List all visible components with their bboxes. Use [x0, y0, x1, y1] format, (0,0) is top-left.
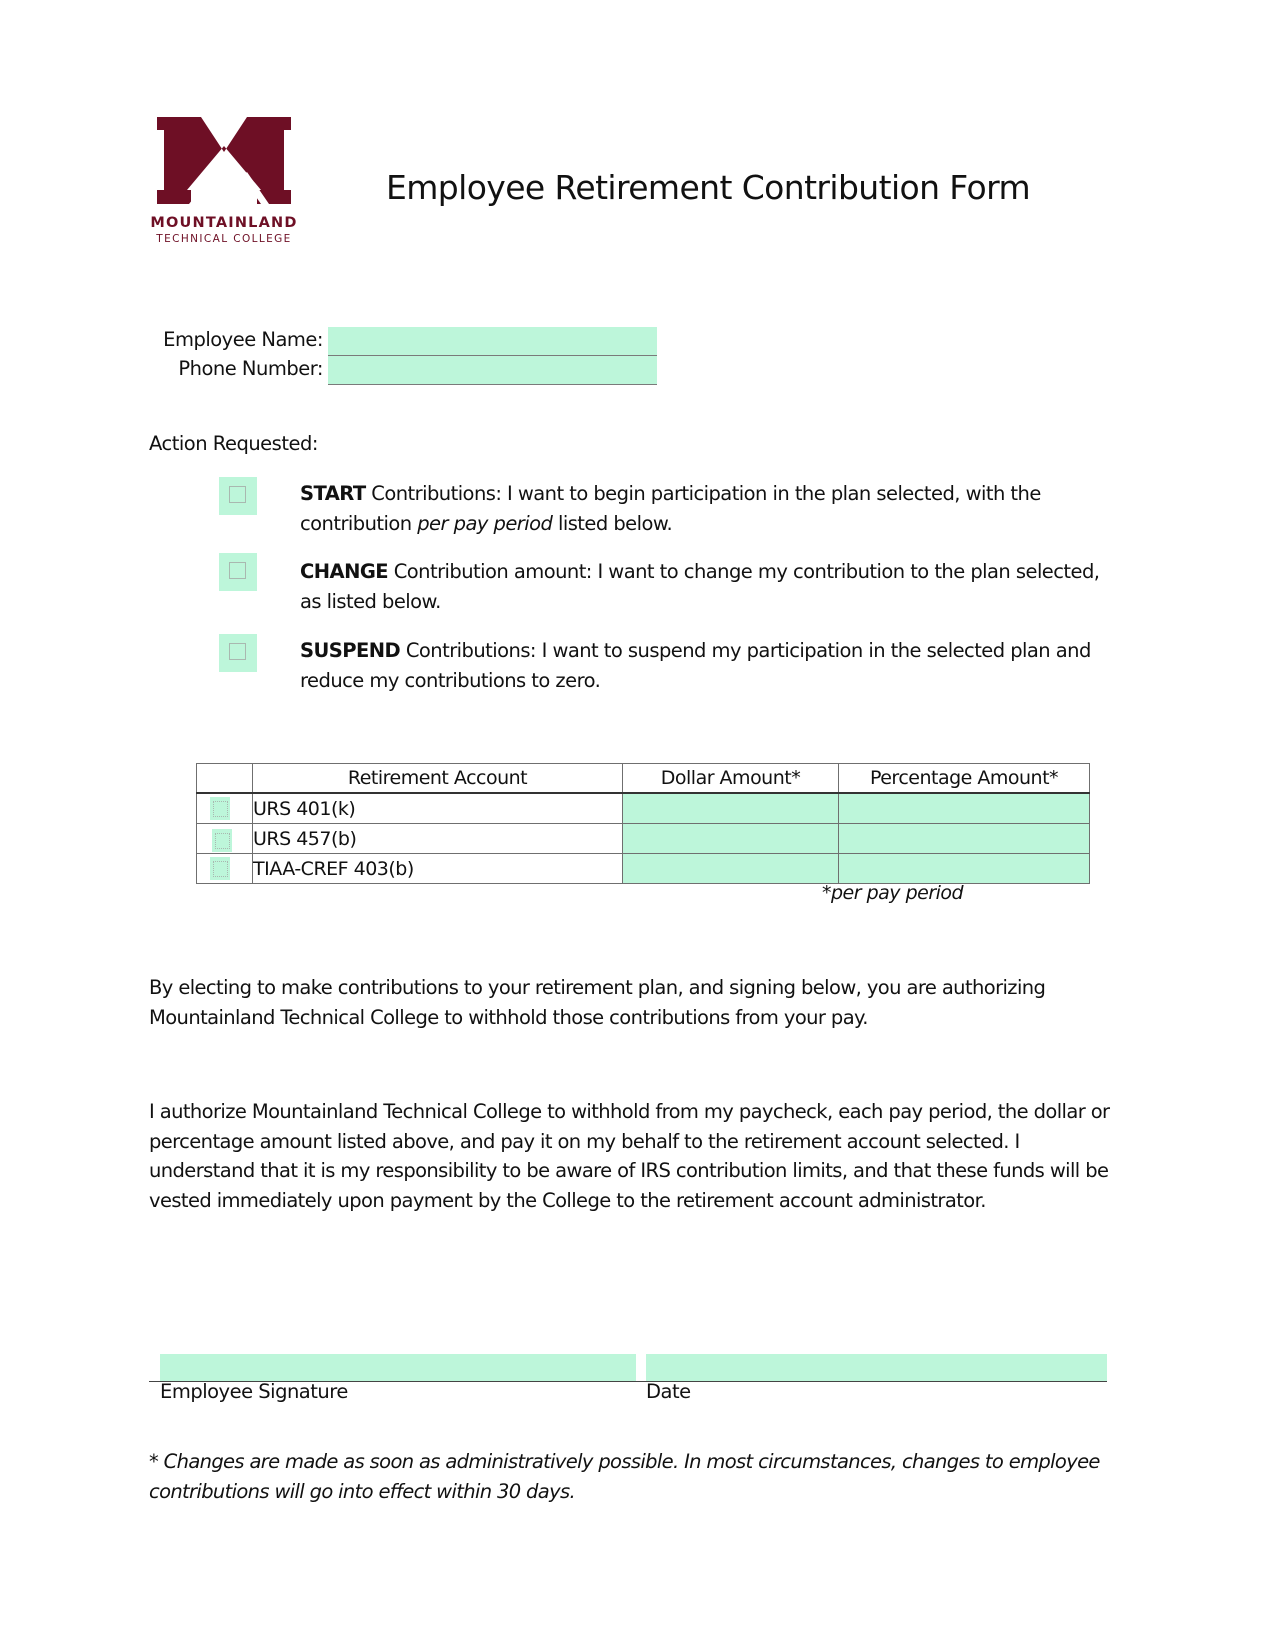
college-logo	[143, 112, 305, 252]
start-keyword: START	[300, 482, 366, 505]
account-name: TIAA-CREF 403(b)	[253, 854, 623, 884]
footnote: * Changes are made as soon as administratively possible. In most circumstances, changes to employee contributions will go into effect within 30 days.	[149, 1450, 1100, 1503]
checkbox-square-icon	[229, 643, 246, 660]
start-description: Contributions: I want to begin participation in the plan selected, with the contribution	[300, 482, 1041, 535]
percentage-amount-field[interactable]	[839, 793, 1090, 824]
percentage-amount-field[interactable]	[839, 854, 1090, 884]
table-row	[197, 793, 1090, 824]
phone-number-label: Phone Number:	[178, 357, 323, 380]
dollar-amount-field[interactable]	[623, 854, 839, 884]
logo-name: MOUNTAINLAND	[150, 215, 298, 231]
action-requested-label: Action Requested:	[149, 432, 318, 455]
suspend-checkbox[interactable]	[219, 634, 257, 672]
start-emphasis: per pay period	[417, 512, 553, 535]
date-label: Date	[646, 1380, 691, 1403]
suspend-description: Contributions: I want to suspend my participation in the selected plan and reduce my contributions to zero.	[300, 639, 1091, 692]
change-keyword: CHANGE	[300, 560, 389, 583]
change-option-text	[300, 557, 1120, 617]
mountain-m-logo-icon	[143, 112, 305, 212]
change-checkbox[interactable]	[219, 553, 257, 591]
checkbox-square-icon	[213, 861, 228, 877]
checkbox-square-icon	[229, 486, 246, 503]
account-checkbox-cell	[197, 854, 253, 884]
per-pay-period-note: *per pay period	[822, 882, 964, 904]
authorization-statement: I authorize Mountainland Technical College to withhold from my paycheck, each pay period, the dollar or percentage amount listed above, and pay it on my behalf to the retirement account selected. I understand that it is my responsibility to be aware of IRS contribution limits, and that these funds will be vested immediately upon payment by the College to the retirement account administrator.	[149, 1100, 1110, 1212]
logo-subtitle: TECHNICAL COLLEGE	[156, 233, 292, 245]
header-percentage-amount: Percentage Amount*	[839, 764, 1090, 794]
start-option-text	[300, 479, 1120, 539]
start-description-end: listed below.	[552, 512, 673, 535]
page-title: Employee Retirement Contribution Form	[386, 168, 1031, 207]
dollar-amount-field[interactable]	[623, 824, 839, 854]
employee-signature-label: Employee Signature	[160, 1380, 348, 1403]
table-row	[197, 824, 1090, 854]
checkbox-square-icon	[229, 562, 246, 579]
urs-457b-checkbox[interactable]	[212, 829, 232, 852]
suspend-option-text	[300, 636, 1120, 696]
date-field[interactable]	[646, 1354, 1107, 1381]
percentage-amount-field[interactable]	[839, 824, 1090, 854]
tiaa-cref-403b-checkbox[interactable]	[210, 857, 230, 880]
header-dollar-amount: Dollar Amount*	[623, 764, 839, 794]
table-row	[197, 854, 1090, 884]
start-checkbox[interactable]	[219, 477, 257, 515]
urs-401k-checkbox[interactable]	[210, 797, 230, 820]
authorization-notice: By electing to make contributions to your retirement plan, and signing below, you are authorizing Mountainland Technical College to withhold those contributions from your pay.	[149, 976, 1046, 1029]
account-name: URS 401(k)	[253, 793, 623, 824]
checkbox-square-icon	[215, 833, 230, 849]
account-checkbox-cell	[197, 824, 253, 854]
employee-signature-field[interactable]	[160, 1354, 636, 1381]
dollar-amount-field[interactable]	[623, 793, 839, 824]
account-name: URS 457(b)	[253, 824, 623, 854]
header-select	[197, 764, 253, 794]
employee-name-field[interactable]	[328, 327, 657, 356]
retirement-account-table	[196, 763, 1090, 884]
header-retirement-account: Retirement Account	[253, 764, 623, 794]
change-description: Contribution amount: I want to change my contribution to the plan selected, as listed below.	[300, 560, 1100, 613]
table-header-row	[197, 764, 1090, 794]
suspend-keyword: SUSPEND	[300, 639, 401, 662]
checkbox-square-icon	[213, 801, 228, 817]
account-checkbox-cell	[197, 793, 253, 824]
phone-number-field[interactable]	[328, 356, 657, 385]
employee-name-label: Employee Name:	[163, 328, 323, 351]
